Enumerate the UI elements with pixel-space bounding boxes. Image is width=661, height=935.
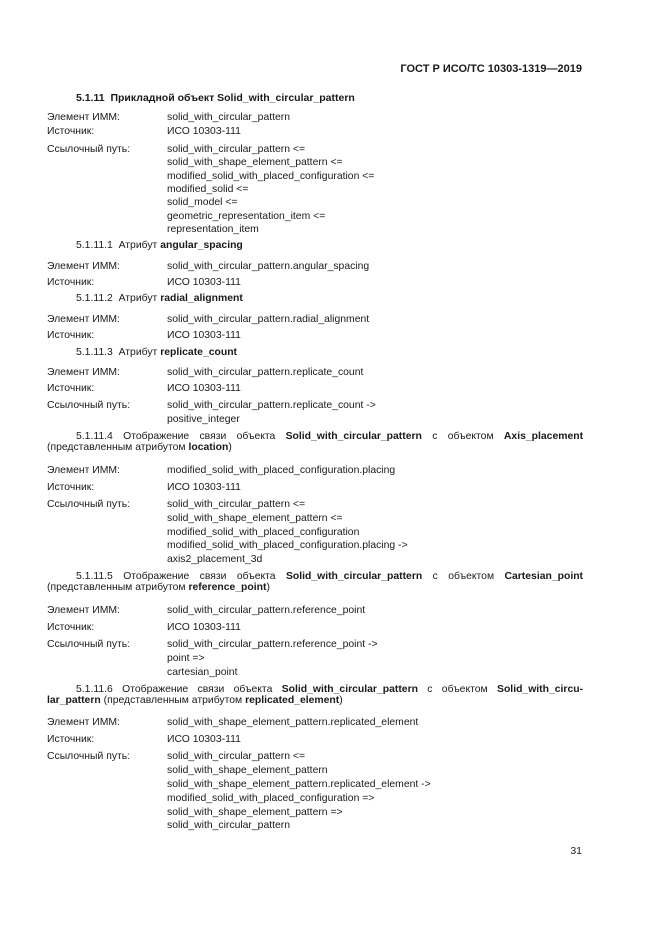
element-value: solid_with_circular_pattern.reference_point (167, 605, 366, 616)
subsection-number: 5.1.11.2 (76, 293, 113, 304)
source-value: ИСО 10303-111 (167, 482, 241, 493)
source-value: ИСО 10303-111 (167, 126, 241, 137)
subsection-word: Атрибут (118, 347, 158, 358)
element-value: solid_with_circular_pattern.angular_spacing (167, 261, 370, 272)
source-row (47, 734, 587, 748)
element-row (47, 605, 587, 619)
ref-path-line: solid_with_circular_pattern <= (167, 144, 306, 155)
ref-path-line: modified_solid_with_placed_configuration.placing -> (167, 540, 408, 551)
ref-path-row (47, 400, 587, 414)
element-row (47, 465, 587, 479)
ref-path-label: Ссылочный путь: (47, 751, 131, 762)
mapping-text: (представленным атрибутом (47, 582, 186, 593)
object-name: Solid_with_circular_pattern (285, 571, 423, 582)
subsection-heading (76, 347, 237, 358)
ref-path-line: axis2_placement_3d (167, 554, 263, 565)
ref-path-label: Ссылочный путь: (47, 144, 131, 155)
mapping-text: Отображение связи объекта (123, 431, 276, 442)
ref-path-line: solid_with_circular_pattern.reference_point -> (167, 639, 378, 650)
mapping-text: ) (266, 582, 270, 593)
ref-path-row (47, 499, 587, 513)
ref-path-line: solid_with_circular_pattern <= (167, 499, 306, 510)
source-label: Источник: (47, 277, 95, 288)
element-row (47, 112, 587, 126)
ref-path-line: solid_with_circular_pattern (167, 820, 291, 831)
element-value: modified_solid_with_placed_configuration.placing (167, 465, 396, 476)
mapping-text: Отображение связи объекта (123, 571, 276, 582)
attribute-name: replicate_count (160, 347, 238, 358)
source-label: Источник: (47, 482, 95, 493)
ref-path-row (47, 639, 587, 653)
section-number: 5.1.11 (76, 92, 105, 104)
mapping-text: с объектом (432, 571, 495, 582)
ref-path-line: representation_item (167, 224, 259, 235)
ref-path-line: solid_with_shape_element_pattern <= (167, 513, 343, 524)
mapping-text: ) (228, 442, 232, 453)
subsection-number: 5.1.11.3 (76, 347, 113, 358)
element-label: Элемент ИММ: (47, 314, 120, 325)
subsection-number: 5.1.11.5 (76, 571, 113, 582)
section-heading (76, 92, 355, 104)
target-name: Cartesian_point (504, 571, 584, 582)
element-label: Элемент ИММ: (47, 465, 120, 476)
element-value: solid_with_circular_pattern (167, 112, 291, 123)
element-label: Элемент ИММ: (47, 717, 120, 728)
source-row (47, 622, 587, 636)
element-label: Элемент ИММ: (47, 261, 120, 272)
ref-path-line: solid_with_circular_pattern.replicate_count -> (167, 400, 376, 411)
source-value: ИСО 10303-111 (167, 330, 241, 341)
ref-path-line: solid_with_shape_element_pattern (167, 765, 328, 776)
object-name: Solid_with_circular_pattern (281, 684, 418, 695)
source-value: ИСО 10303-111 (167, 734, 241, 745)
source-row (47, 482, 587, 496)
source-label: Источник: (47, 734, 95, 745)
ref-path-line: solid_with_shape_element_pattern => (167, 807, 343, 818)
mapping-heading (47, 431, 583, 453)
ref-path-row (47, 751, 587, 765)
attribute-name: replicated_element (245, 695, 340, 706)
section-title: Прикладной объект Solid_with_circular_pattern (110, 92, 355, 104)
source-row (47, 126, 587, 140)
source-label: Источник: (47, 330, 95, 341)
object-name: Solid_with_circular_pattern (285, 431, 422, 442)
source-label: Источник: (47, 383, 95, 394)
element-row (47, 367, 587, 381)
element-label: Элемент ИММ: (47, 605, 120, 616)
subsection-number: 5.1.11.6 (76, 684, 113, 695)
page-number: 31 (570, 845, 582, 857)
subsection-heading (76, 240, 243, 251)
target-name-cont: lar_pattern (47, 695, 101, 706)
document-header: ГОСТ Р ИСО/ТС 10303-1319—2019 (400, 63, 582, 75)
ref-path-line: solid_model <= (167, 197, 238, 208)
element-value: solid_with_shape_element_pattern.replicated_element (167, 717, 419, 728)
attribute-name: angular_spacing (160, 240, 243, 251)
ref-path-line: modified_solid_with_placed_configuration (167, 527, 360, 538)
mapping-text: с объектом (432, 431, 494, 442)
element-row (47, 261, 587, 275)
subsection-heading (76, 293, 243, 304)
mapping-heading (47, 571, 583, 593)
ref-path-line: solid_with_shape_element_pattern.replicated_element -> (167, 779, 431, 790)
ref-path-row (47, 144, 587, 158)
source-row (47, 330, 587, 344)
attribute-name: location (188, 442, 229, 453)
element-value: solid_with_circular_pattern.radial_alignment (167, 314, 370, 325)
mapping-text: с объектом (427, 684, 488, 695)
subsection-word: Атрибут (118, 240, 158, 251)
element-row (47, 314, 587, 328)
ref-path-label: Ссылочный путь: (47, 639, 131, 650)
ref-path-label: Ссылочный путь: (47, 499, 131, 510)
source-row (47, 383, 587, 397)
element-label: Элемент ИММ: (47, 367, 120, 378)
ref-path-line: solid_with_circular_pattern <= (167, 751, 306, 762)
ref-path-line: modified_solid_with_placed_configuration => (167, 793, 375, 804)
ref-path-line: positive_integer (167, 414, 240, 425)
ref-path-line: solid_with_shape_element_pattern <= (167, 157, 343, 168)
subsection-number: 5.1.11.4 (76, 431, 113, 442)
source-value: ИСО 10303-111 (167, 383, 241, 394)
target-name: Axis_placement (503, 431, 584, 442)
source-label: Источник: (47, 126, 95, 137)
ref-path-line: geometric_representation_item <= (167, 211, 326, 222)
mapping-heading (47, 684, 583, 706)
ref-path-line: modified_solid <= (167, 184, 249, 195)
ref-path-line: modified_solid_with_placed_configuration <= (167, 171, 375, 182)
mapping-text: Отображение связи объекта (122, 684, 273, 695)
mapping-text: (представленным атрибутом (47, 442, 186, 453)
ref-path-line: cartesian_point (167, 667, 238, 678)
mapping-text: (представленным атрибутом (103, 695, 243, 706)
mapping-text: ) (339, 695, 343, 706)
source-value: ИСО 10303-111 (167, 622, 241, 633)
ref-path-label: Ссылочный путь: (47, 400, 131, 411)
attribute-name: reference_point (188, 582, 267, 593)
subsection-word: Атрибут (118, 293, 158, 304)
element-label: Элемент ИММ: (47, 112, 120, 123)
source-row (47, 277, 587, 291)
source-value: ИСО 10303-111 (167, 277, 241, 288)
subsection-number: 5.1.11.1 (76, 240, 113, 251)
ref-path-line: point => (167, 653, 205, 664)
target-name: Solid_with_circu- (497, 684, 584, 695)
element-value: solid_with_circular_pattern.replicate_count (167, 367, 364, 378)
element-row (47, 717, 587, 731)
attribute-name: radial_alignment (160, 293, 243, 304)
source-label: Источник: (47, 622, 95, 633)
